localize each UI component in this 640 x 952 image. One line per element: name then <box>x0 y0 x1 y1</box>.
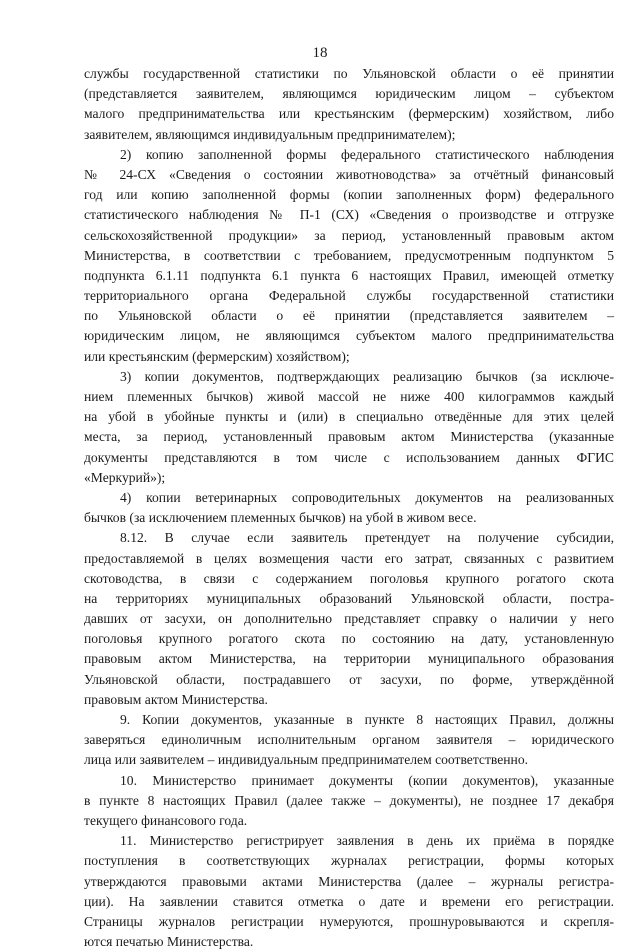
document-body <box>84 64 614 952</box>
text-line: статистического наблюдения № П-1 (СХ) «Сведения о производстве и отгрузке <box>84 207 614 223</box>
text-line: заявителем, являющимся индивидуальным предпринимателем); <box>84 126 456 142</box>
text-line: ции). На заявлении ставится отметка о дате и времени его регистрации. <box>84 893 614 909</box>
text-line: 3) копии документов, подтверждающих реализацию бычков (за исключе- <box>120 368 614 384</box>
text-line: подпункта 6.1.11 подпункта 6.1 пункта 6 настоящих Правил, имеющей отметку <box>84 267 614 283</box>
text-line: 9. Копии документов, указанные в пункте 8 настоящих Правил, должны <box>120 712 614 727</box>
text-line: Ульяновской области, пострадавшего от засухи, по форме, утверждённой <box>84 671 614 687</box>
text-line: территориального органа Федеральной службы государственной статистики <box>84 288 614 304</box>
text-line: 11. Министерство регистрирует заявления в день их приёма в порядке <box>120 833 614 849</box>
text-line: сельскохозяйственной продукции» за период, установленный правовым актом <box>84 227 614 243</box>
text-line: правовым актом Министерства, на территории муниципального образования <box>84 651 614 667</box>
text-line: лица или заявителем – индивидуальным предпринимателем соответственно. <box>84 752 529 768</box>
text-line: в пункте 8 настоящих Правил (далее также – документы), не позднее 17 декабря <box>84 792 614 808</box>
text-line: «Меркурий»); <box>84 469 166 485</box>
text-line: на территориях муниципальных образований Ульяновской области, постра- <box>84 590 614 606</box>
text-line: 2) копию заполненной формы федерального статистического наблюдения <box>120 146 614 162</box>
text-line: 10. Министерство принимает документы (копии документов), указанные <box>120 772 614 788</box>
text-line: поступления в соответствующих журналах регистрации, формы которых <box>84 853 614 869</box>
text-line: ются печатью Министерства. <box>84 934 254 950</box>
text-line: предоставляемой в целях возмещения части его затрат, связанных с развитием <box>84 550 614 566</box>
text-line: скотоводства, в связи с содержанием поголовья крупного рогатого скота <box>84 570 614 586</box>
text-line: юридическим лицом, не являющимся субъектом малого предпринимательства <box>84 328 614 344</box>
text-line: давших от засухи, он дополнительно представляет справку о наличии у него <box>84 611 614 627</box>
text-line: (представляется заявителем, являющимся юридическим лицом – субъектом <box>84 86 614 102</box>
text-line: Страницы журналов регистрации нумеруются, прошнуровываются и скрепля- <box>84 913 614 929</box>
text-line: по Ульяновской области о её принятии (представляется заявителем – <box>84 308 614 324</box>
text-line: на убой в убойные пункты и (или) в специально отведённые для этих целей <box>84 409 614 425</box>
text-line: бычков (за исключением племенных бычков) на убой в живом весе. <box>84 510 477 526</box>
text-line: нием племенных бычков) живой массой не ниже 400 килограммов каждый <box>84 389 614 404</box>
text-line: службы государственной статистики по Ульяновской области о её принятии <box>84 66 614 81</box>
text-line: правовым актом Министерства. <box>84 691 268 707</box>
text-line: заверяться единоличным исполнительным органом заявителя – юридического <box>84 732 614 748</box>
text-line: текущего финансового года. <box>84 812 248 828</box>
text-line: малого предпринимательства или крестьянским (фермерским) хозяйством, либо <box>84 106 614 122</box>
text-line: документы представляются в том числе с использованием данных ФГИС <box>84 449 614 465</box>
text-line: Министерства, в соответствии с требованием, предусмотренным подпунктом 5 <box>84 247 614 263</box>
text-line: год или копию заполненной формы (копии заполненных форм) федерального <box>84 187 614 203</box>
page-number: 18 <box>312 45 328 61</box>
text-line: поголовья крупного рогатого скота по состоянию на дату, установленную <box>84 631 614 647</box>
text-line: 8.12. В случае если заявитель претендует на получение субсидии, <box>120 530 614 546</box>
text-line: 4) копии ветеринарных сопроводительных документов на реализованных <box>120 489 614 505</box>
text-line: № 24-СХ «Сведения о состоянии животноводства» за отчётный финансовый <box>84 166 614 182</box>
text-line: утверждаются правовыми актами Министерства (далее – журналы регистра- <box>84 873 614 889</box>
text-line: или крестьянским (фермерским) хозяйством); <box>84 348 350 364</box>
text-line: места, за период, установленный правовым актом Министерства (указанные <box>84 429 614 445</box>
